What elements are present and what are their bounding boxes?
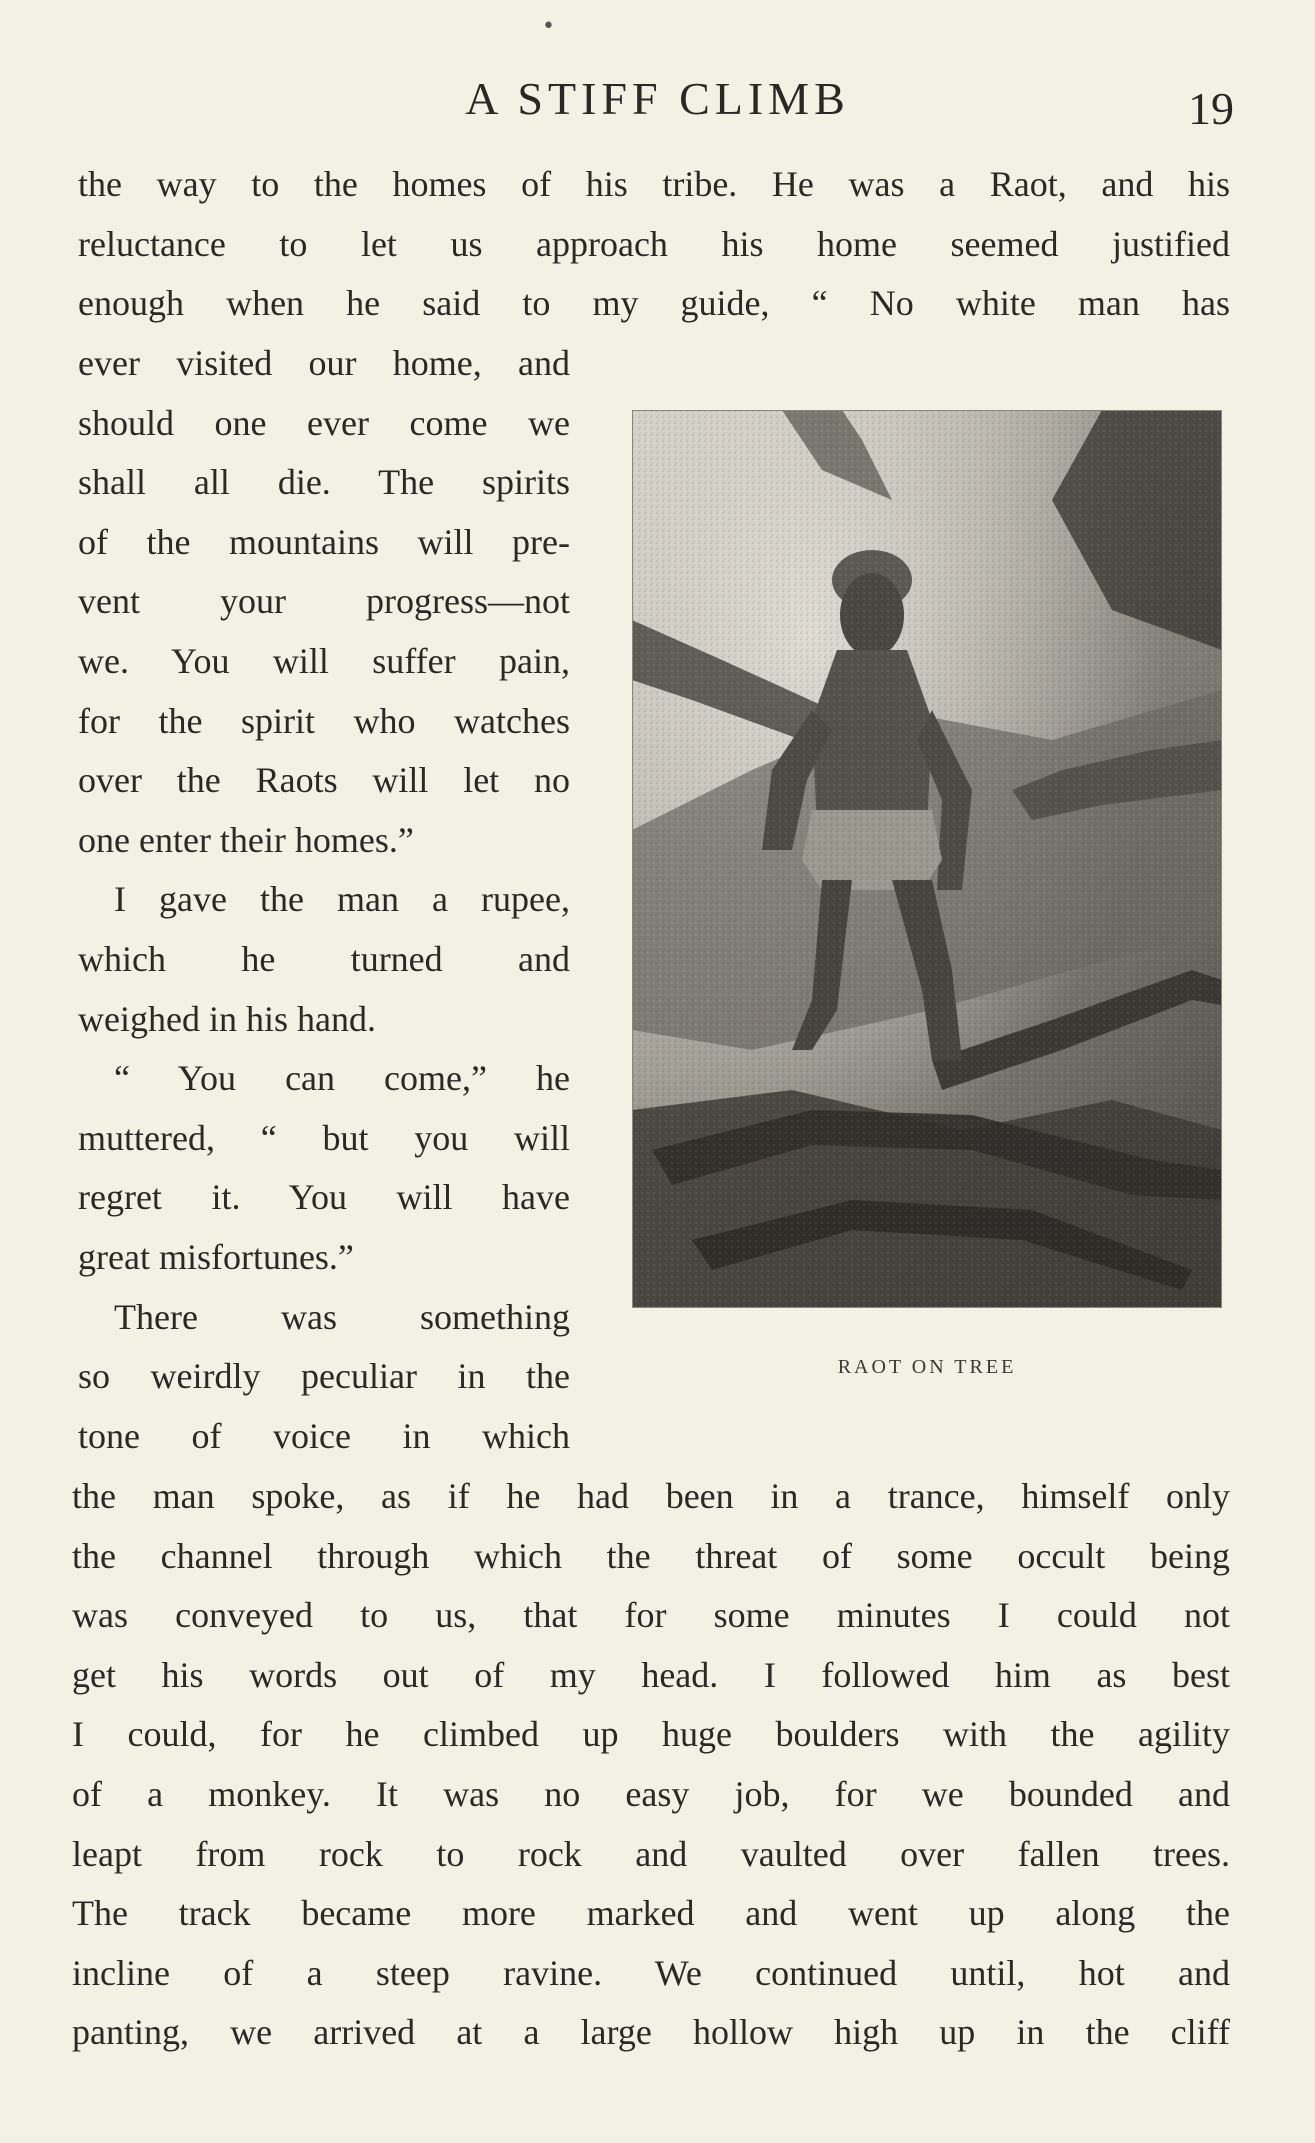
text-line: incline of a steep ravine. We continued until, hot and	[72, 1952, 1230, 1993]
text-line: There was something	[78, 1296, 570, 1337]
text-line: leapt from rock to rock and vaulted over fallen trees.	[72, 1833, 1230, 1874]
text-line: ever visited our home, and	[78, 343, 570, 383]
text-line: enough when he said to my guide, “ No white man has	[78, 283, 1230, 324]
photo-figure	[632, 410, 1222, 1308]
figure-caption: RAOT ON TREE	[837, 1356, 1017, 1378]
text-line: regret it. You will have	[78, 1177, 570, 1218]
text-line: reluctance to let us approach his home seemed justified	[78, 223, 1230, 264]
text-line: muttered, “ but you will	[78, 1117, 570, 1158]
paragraph-bottom	[72, 1467, 1230, 2063]
text-line: was conveyed to us, that for some minutes I could not	[72, 1595, 1230, 1636]
paragraph-left-column	[78, 334, 570, 1466]
header-mark: •	[542, 14, 555, 39]
text-line: weighed in his hand.	[78, 998, 376, 1039]
text-line: tone of voice in which	[78, 1415, 570, 1456]
text-line: should one ever come we	[78, 402, 570, 443]
text-line: get his words out of my head. I followed him as best	[72, 1654, 1230, 1695]
text-line: so weirdly peculiar in the	[78, 1356, 570, 1397]
text-line: one enter their homes.”	[78, 819, 414, 860]
text-line: we. You will suffer pain,	[78, 640, 570, 681]
page-number: 19	[1188, 83, 1234, 134]
text-line: the channel through which the threat of some occult being	[72, 1535, 1230, 1576]
text-line: of a monkey. It was no easy job, for we bounded and	[72, 1773, 1230, 1814]
text-line: “ You can come,” he	[78, 1058, 570, 1099]
text-line: of the mountains will pre-	[78, 521, 570, 562]
text-line: shall all die. The spirits	[78, 462, 570, 503]
text-line: panting, we arrived at a large hollow high up in the cliff	[72, 2012, 1230, 2053]
text-line: which he turned and	[78, 938, 570, 979]
raot-photo-image	[632, 410, 1222, 1308]
text-line: for the spirit who watches	[78, 700, 570, 741]
text-line: the man spoke, as if he had been in a trance, himself only	[72, 1476, 1230, 1516]
text-line: great misfortunes.”	[78, 1236, 354, 1277]
text-line: over the Raots will let no	[78, 760, 570, 801]
text-line: vent your progress—not	[78, 581, 570, 622]
text-line: The track became more marked and went up along the	[72, 1893, 1230, 1934]
text-line: I gave the man a rupee,	[78, 879, 570, 920]
text-line: I could, for he climbed up huge boulders with the agility	[72, 1714, 1230, 1755]
paragraph-top	[78, 155, 1230, 334]
text-line: the way to the homes of his tribe. He was a Raot, and his	[78, 164, 1230, 204]
running-head: A STIFF CLIMB	[465, 73, 850, 124]
